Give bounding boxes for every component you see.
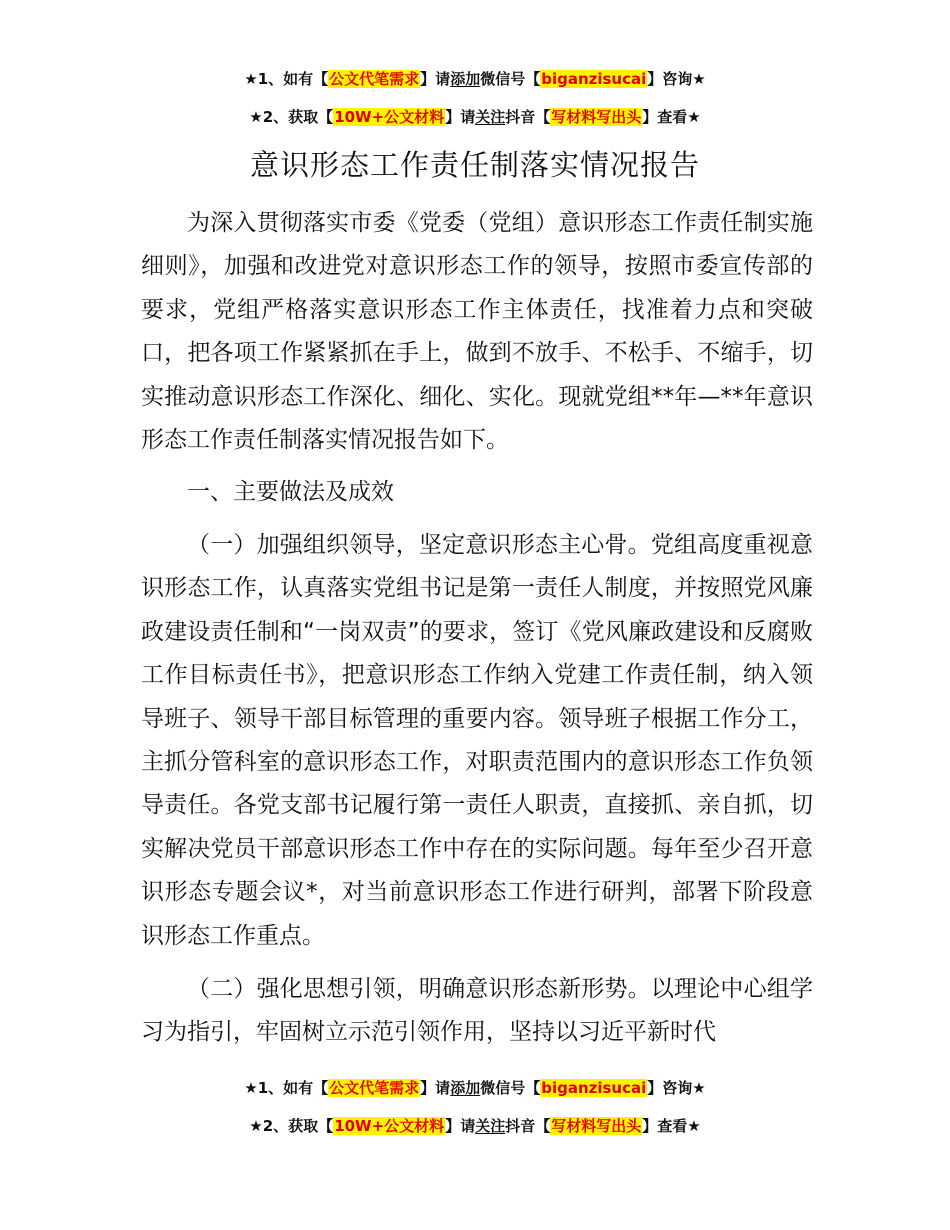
banner-underlined-text: 关注: [475, 108, 506, 126]
body-paragraph-1: （一）加强组织领导，坚定意识形态主心骨。党组高度重视意识形态工作，认真落实党组书记是第一责任人制度，并按照党风廉政建设责任制和“一岗双责”的要求，签订《党风廉政建设和反腐败工作目标责任书》，把意识形态工作纳入党建工作责任制，纳入领导班子、领导干部目标管理的重要内容。领导班子根据工作分工，主抓分管科室的意识形态工作，对职责范围内的意识形态工作负领导责任。各党支部书记履行第一责任人职责，直接抓、亲自抓，切实解决党员干部意识形态工作中存在的实际问题。每年至少召开意识形态专题会议*，对当前意识形态工作进行研判，部署下阶段意识形态工作重点。: [141, 532, 813, 949]
banner-text: 】咨询★: [647, 1079, 706, 1097]
banner-text: ★2、获取【: [249, 108, 334, 126]
banner-text: ★1、如有【: [244, 70, 329, 88]
banner-highlight: 公文代笔需求: [329, 1079, 420, 1097]
banner-highlight: 10W+公文材料: [334, 108, 445, 126]
banner-highlight: 10W+公文材料: [334, 1117, 445, 1135]
footer-banner-line-1: [0, 1076, 950, 1100]
banner-highlight: 写材料写出头: [551, 1117, 642, 1135]
banner-text: 微信号【: [480, 1079, 541, 1097]
banner-text: 】咨询★: [647, 70, 706, 88]
header-banner-line-1: [0, 67, 950, 91]
banner-text: 抖音【: [505, 1117, 551, 1135]
body-paragraph-2: （二）强化思想引领，明确意识形态新形势。以理论中心组学习为指引，牢固树立示范引领作用，坚持以习近平新时代: [141, 976, 813, 1046]
banner-highlight: 写材料写出头: [551, 108, 642, 126]
banner-text: ★1、如有【: [244, 1079, 329, 1097]
banner-text: 】请: [445, 1117, 476, 1135]
banner-text: 】请: [420, 1079, 451, 1097]
section-heading: 一、主要做法及成效: [187, 479, 394, 505]
banner-text: 】请: [445, 108, 476, 126]
banner-highlight: 公文代笔需求: [329, 70, 420, 88]
document-title: 意识形态工作责任制落实情况报告: [249, 148, 700, 182]
banner-underlined-text: 添加: [450, 1079, 481, 1097]
banner-highlight: biganzisucai: [541, 1079, 647, 1097]
banner-highlight: biganzisucai: [541, 70, 647, 88]
intro-paragraph: 为深入贯彻落实市委《党委（党组）意识形态工作责任制实施细则》，加强和改进党对意识形态工作的领导，按照市委宣传部的要求，党组严格落实意识形态工作主体责任，找准着力点和突破口，把各项工作紧紧抓在手上，做到不放手、不松手、不缩手，切实推动意识形态工作深化、细化、实化。现就党组**年—**年意识形态工作责任制落实情况报告如下。: [141, 210, 813, 454]
banner-text: 】查看★: [642, 1117, 701, 1135]
footer-banner-line-2: [0, 1114, 950, 1138]
banner-underlined-text: 添加: [450, 70, 481, 88]
banner-text: 】请: [420, 70, 451, 88]
banner-text: 抖音【: [505, 108, 551, 126]
banner-text: 微信号【: [480, 70, 541, 88]
header-banner-line-2: [0, 105, 950, 129]
banner-underlined-text: 关注: [475, 1117, 506, 1135]
banner-text: 】查看★: [642, 108, 701, 126]
banner-text: ★2、获取【: [249, 1117, 334, 1135]
